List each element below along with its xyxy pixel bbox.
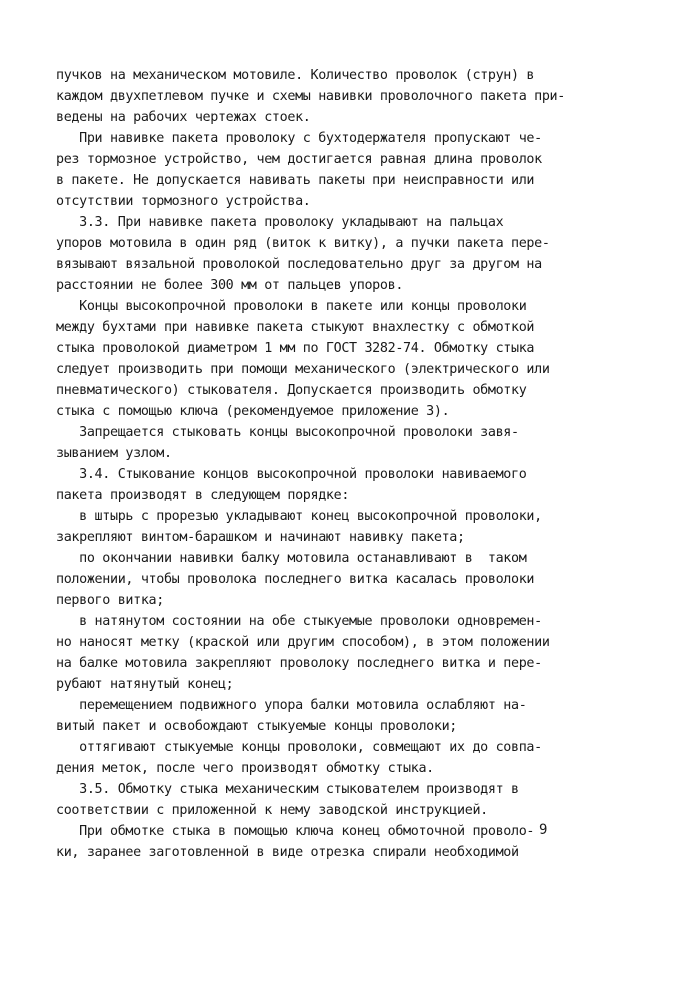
text-line: зыванием узлом. [56,446,172,461]
text-line: 3.4. Стыкование концов высокопрочной проволоки навиваемого [56,467,527,482]
text-line: При навивке пакета проволоку с бухтодержателя пропускают че- [56,131,542,146]
text-line: пневматического) стыкователя. Допускается производить обмотку [56,383,527,398]
text-line: первого витка; [56,593,164,608]
text-line: упоров мотовила в один ряд (виток к витку), а пучки пакета пере- [56,236,550,251]
text-line: стыка проволокой диаметром 1 мм по ГОСТ 3282-74. Обмотку стыка [56,341,535,356]
text-line: следует производить при помощи механического (электрического или [56,362,550,377]
text-line: При обмотке стыка в помощью ключа конец обмоточной проволо- [56,824,535,839]
text-line: Запрещается стыковать концы высокопрочной проволоки завя- [56,425,519,440]
text-line: стыка с помощью ключа (рекомендуемое приложение 3). [56,404,450,419]
text-line: рубают натянутый конец; [56,677,234,692]
text-line: соответствии с приложенной к нему заводской инструкцией. [56,803,488,818]
text-line: между бухтами при навивке пакета стыкуют внахлестку с обмоткой [56,320,535,335]
text-line: 3.5. Обмотку стыка механическим стыкователем производят в [56,782,519,797]
page-number: 9 [539,822,548,838]
text-line: витый пакет и освобождают стыкуемые концы проволоки; [56,719,458,734]
text-line: в натянутом состоянии на обе стыкуемые проволоки одновремен- [56,614,542,629]
text-line: дения меток, после чего производят обмотку стыка. [56,761,434,776]
text-line: перемещением подвижного упора балки мотовила ослабляют на- [56,698,527,713]
text-line: пучков на механическом мотовиле. Количество проволок (струн) в [56,68,535,83]
text-line: каждом двухпетлевом пучке и схемы навивки проволочного пакета при- [56,89,565,104]
text-line: по окончании навивки балку мотовила останавливают в таком [56,551,527,566]
text-line: на балке мотовила закрепляют проволоку последнего витка и пере- [56,656,542,671]
text-line: пакета производят в следующем порядке: [56,488,350,503]
text-line: положении, чтобы проволока последнего витка касалась проволоки [56,572,535,587]
text-line: в пакете. Не допускается навивать пакеты при неисправности или [56,173,535,188]
text-line: ки, заранее заготовленной в виде отрезка спирали необходимой [56,845,519,860]
text-line: но наносят метку (краской или другим способом), в этом положении [56,635,550,650]
text-line: 3.3. При навивке пакета проволоку укладывают на пальцах [56,215,504,230]
text-line: расстоянии не более 300 мм от пальцев упоров. [56,278,404,293]
text-line: оттягивают стыкуемые концы проволоки, совмещают их до совпа- [56,740,542,755]
text-line: рез тормозное устройство, чем достигается равная длина проволок [56,152,542,167]
text-line: ведены на рабочих чертежах стоек. [56,110,311,125]
text-line: в штырь с прорезью укладывают конец высокопрочной проволоки, [56,509,542,524]
text-line: отсутствии тормозного устройства. [56,194,311,209]
text-line: Концы высокопрочной проволоки в пакете или концы проволоки [56,299,527,314]
text-line: закрепляют винтом-барашком и начинают навивку пакета; [56,530,465,545]
text-line: вязывают вязальной проволокой последовательно друг за другом на [56,257,542,272]
